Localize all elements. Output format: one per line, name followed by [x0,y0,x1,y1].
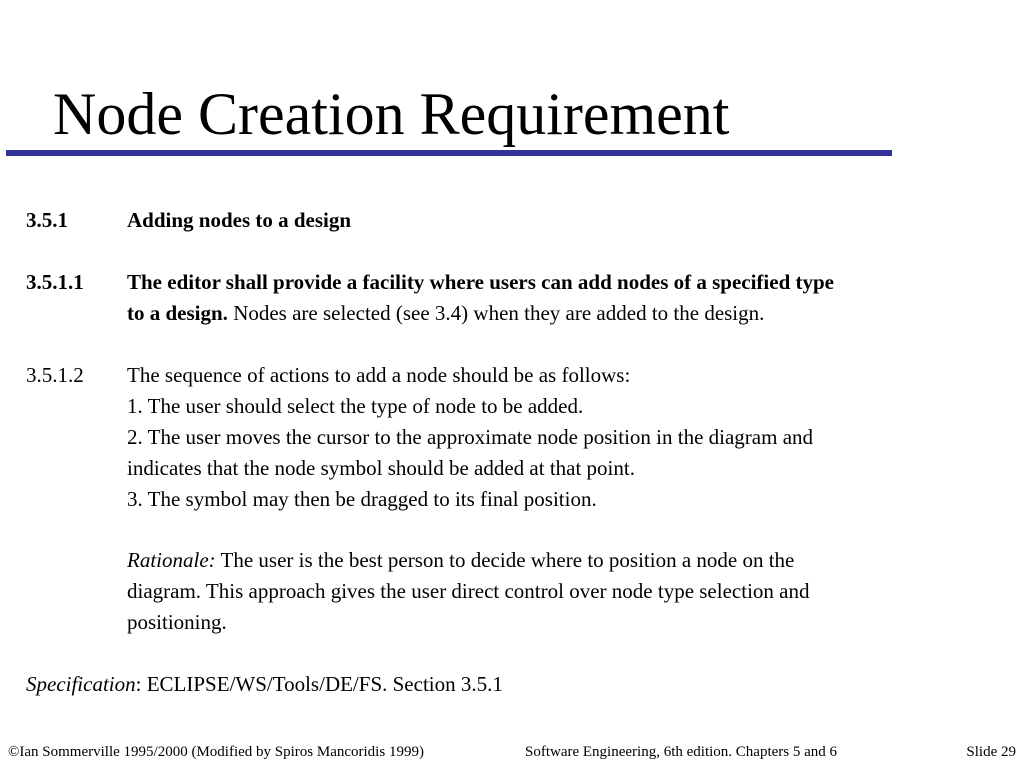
requirement-number: 3.5.1 [26,208,68,232]
footer-book: Software Engineering, 6th edition. Chapters 5 and 6 [525,744,838,760]
rationale-text: The user is the best person to decide where to position a node on the [215,548,795,572]
requirement-heading: Adding nodes to a design [127,208,352,232]
rationale-block [26,545,1016,638]
rationale-text: positioning. [127,610,227,634]
specification-text: : ECLIPSE/WS/Tools/DE/FS. Section 3.5.1 [135,672,503,696]
specification-line [26,669,1016,700]
slide-title: Node Creation Requirement [53,81,730,147]
requirement-3-5-1-1 [26,267,1016,329]
requirement-line: indicates that the node symbol should be added at that point. [127,456,635,480]
specification-label: Specification [26,672,136,696]
footer-copyright: ©Ian Sommerville 1995/2000 (Modified by Spiros Mancoridis 1999) [8,744,424,760]
requirement-line: 1. The user should select the type of node to be added. [127,394,584,418]
requirement-line: The sequence of actions to add a node should be as follows: [127,363,631,387]
requirement-number: 3.5.1.2 [26,363,84,387]
requirement-number: 3.5.1.1 [26,270,84,294]
requirement-text-bold: The editor shall provide a facility where users can add nodes of a specified type [127,270,835,294]
title-underline [6,150,892,156]
footer-slide-number: Slide 29 [966,744,1016,760]
requirement-text: Nodes are selected (see 3.4) when they are added to the design. [227,301,765,325]
requirement-line: 2. The user moves the cursor to the approximate node position in the diagram and [127,425,814,449]
rationale-text: diagram. This approach gives the user direct control over node type selection and [127,579,810,603]
requirement-line: 3. The symbol may then be dragged to its final position. [127,487,597,511]
requirement-3-5-1 [26,205,1016,236]
requirement-3-5-1-2 [26,360,1016,515]
requirement-text-bold: to a design. [127,301,228,325]
rationale-label: Rationale: [127,548,216,572]
